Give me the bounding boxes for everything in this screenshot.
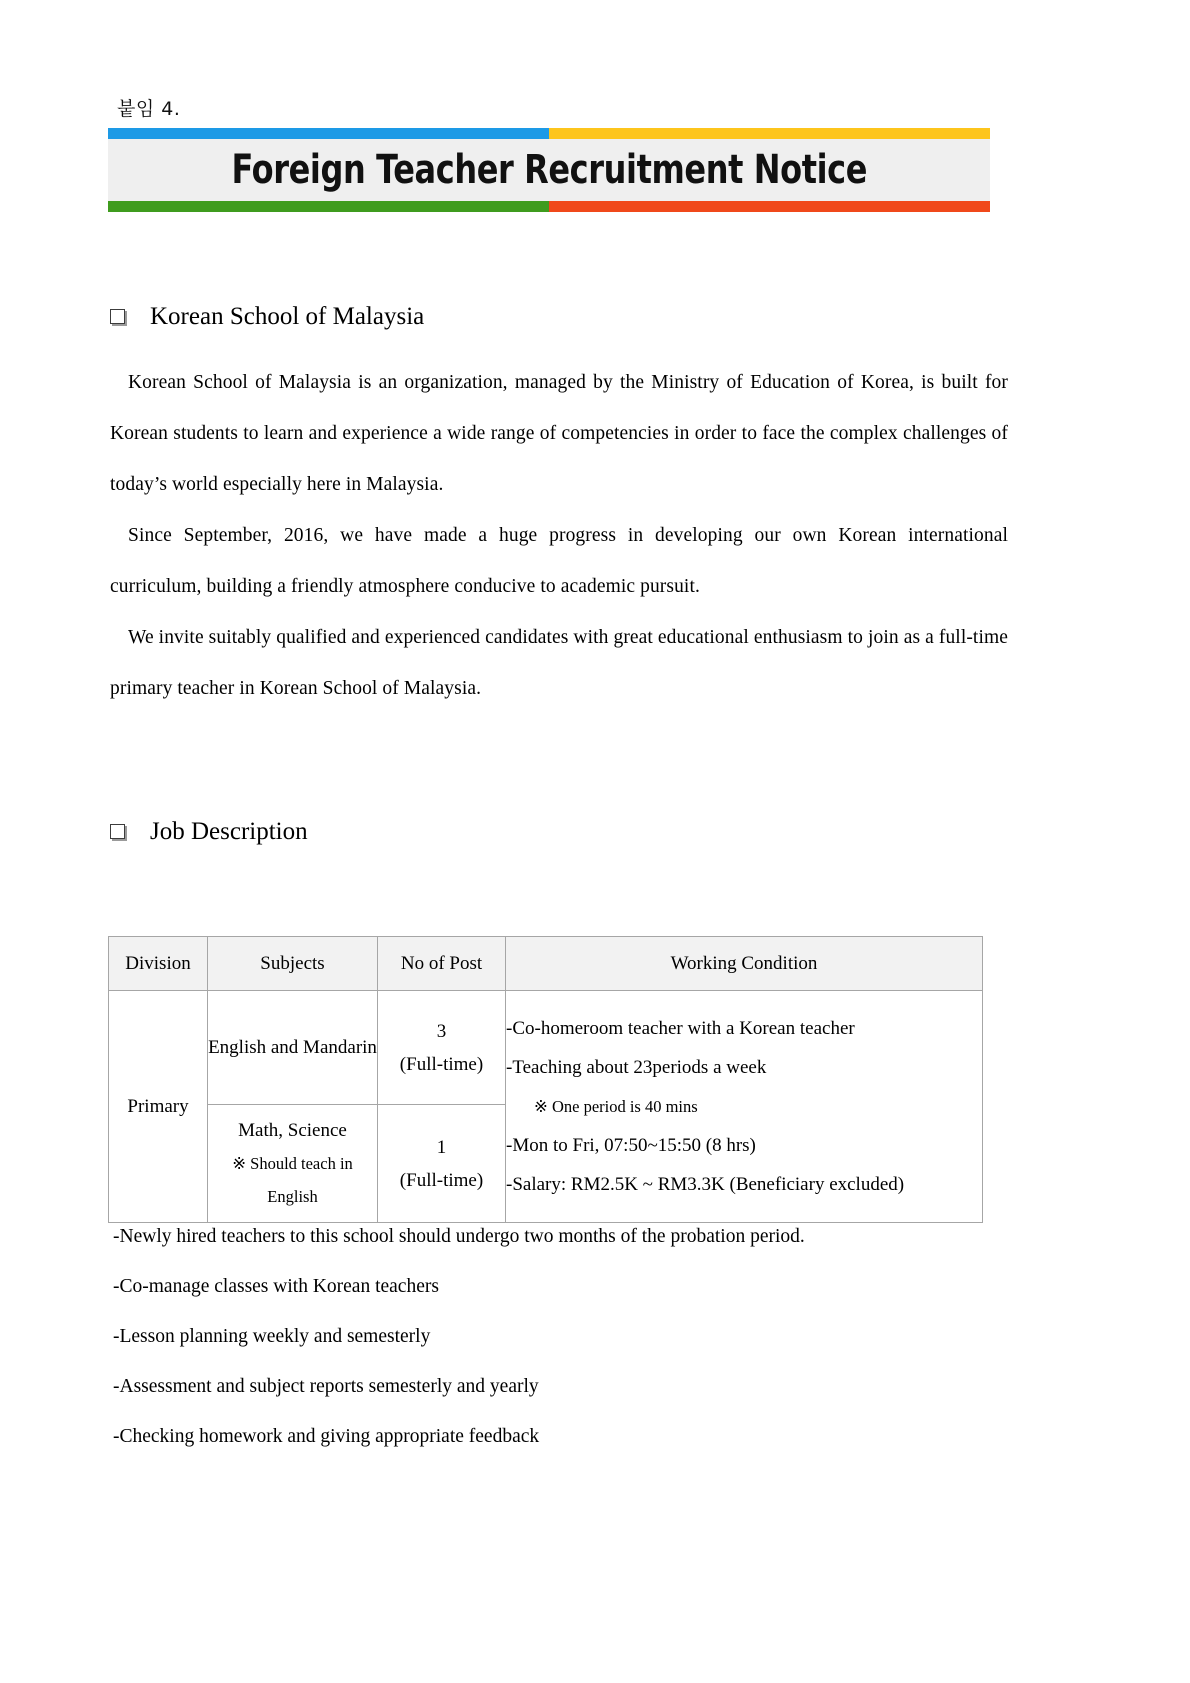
- banner-bar-red: [549, 201, 990, 212]
- column-header-no-of-post: No of Post: [378, 937, 506, 991]
- job-description-table: [108, 936, 983, 1223]
- section-title-job: Job Description: [150, 818, 308, 845]
- section-heading-job: [110, 818, 1010, 846]
- condition-line: -Mon to Fri, 07:50~15:50 (8 hrs): [506, 1135, 756, 1156]
- list-item: -Checking homework and giving appropriate feedback: [113, 1426, 540, 1447]
- banner-top-bars: [108, 128, 990, 139]
- condition-line: -Co-homeroom teacher with a Korean teacher: [506, 1018, 855, 1039]
- condition-note: ※ One period is 40 mins: [534, 1097, 698, 1116]
- paragraph-about: Korean School of Malaysia is an organization, managed by the Ministry of Education of Korea, is built for Korean students to learn and experience a wide range of competencies in order to face the complex challenges of today’s world especially here in Malaysia.: [110, 372, 1008, 495]
- banner-title: Foreign Teacher Recruitment Notice: [231, 147, 867, 193]
- list-item: -Lesson planning weekly and semesterly: [113, 1326, 431, 1347]
- subject-note-2: ※ Should teach in English: [232, 1154, 353, 1206]
- section-heading-school: [110, 303, 1010, 331]
- condition-line: -Salary: RM2.5K ~ RM3.3K (Beneficiary excluded): [506, 1174, 905, 1195]
- post-count-1: 3: [436, 1020, 447, 1042]
- subject-name-2: Math, Science: [238, 1120, 347, 1141]
- banner-body: [108, 139, 990, 201]
- duties-list: [113, 1212, 1013, 1462]
- cell-post-2: [378, 1105, 506, 1223]
- column-header-division: Division: [109, 937, 208, 991]
- condition-line: -Teaching about 23periods a week: [506, 1057, 767, 1078]
- section-title-school: Korean School of Malaysia: [150, 303, 425, 330]
- section-school: [110, 303, 1010, 331]
- cell-subject-1: [208, 991, 378, 1105]
- post-count-2: 1: [436, 1136, 447, 1158]
- paragraph-invitation: We invite suitably qualified and experienced candidates with great educational enthusiasm to join as a full-time primary teacher in Korean School of Malaysia.: [110, 627, 1008, 699]
- cell-post-1: [378, 991, 506, 1105]
- banner-bar-green: [108, 201, 549, 212]
- banner-bar-blue: [108, 128, 549, 139]
- cell-division: Primary: [109, 991, 208, 1223]
- attachment-label: 붙임 4.: [117, 98, 181, 120]
- post-type-1: (Full-time): [399, 1053, 484, 1075]
- table-row: [109, 991, 983, 1105]
- cell-working-condition: [506, 991, 983, 1223]
- table-header-row: [109, 937, 983, 991]
- post-type-2: (Full-time): [399, 1169, 484, 1191]
- intro-paragraphs: [110, 357, 1008, 714]
- section-job-description: [110, 818, 1010, 846]
- cell-subject-2: [208, 1105, 378, 1223]
- square-bullet-icon: [110, 309, 125, 324]
- list-item: -Co-manage classes with Korean teachers: [113, 1276, 439, 1297]
- list-item: -Newly hired teachers to this school should undergo two months of the probation period.: [113, 1226, 805, 1247]
- column-header-subjects: Subjects: [208, 937, 378, 991]
- banner-bar-yellow: [549, 128, 990, 139]
- title-banner: [108, 128, 990, 212]
- subject-name-1: English and Mandarin: [208, 1037, 377, 1058]
- banner-bottom-bars: [108, 201, 990, 212]
- list-item: -Assessment and subject reports semesterly and yearly: [113, 1376, 539, 1397]
- paragraph-progress: Since September, 2016, we have made a huge progress in developing our own Korean international curriculum, building a friendly atmosphere conducive to academic pursuit.: [110, 525, 1008, 597]
- square-bullet-icon: [110, 824, 125, 839]
- column-header-working-condition: Working Condition: [506, 937, 983, 991]
